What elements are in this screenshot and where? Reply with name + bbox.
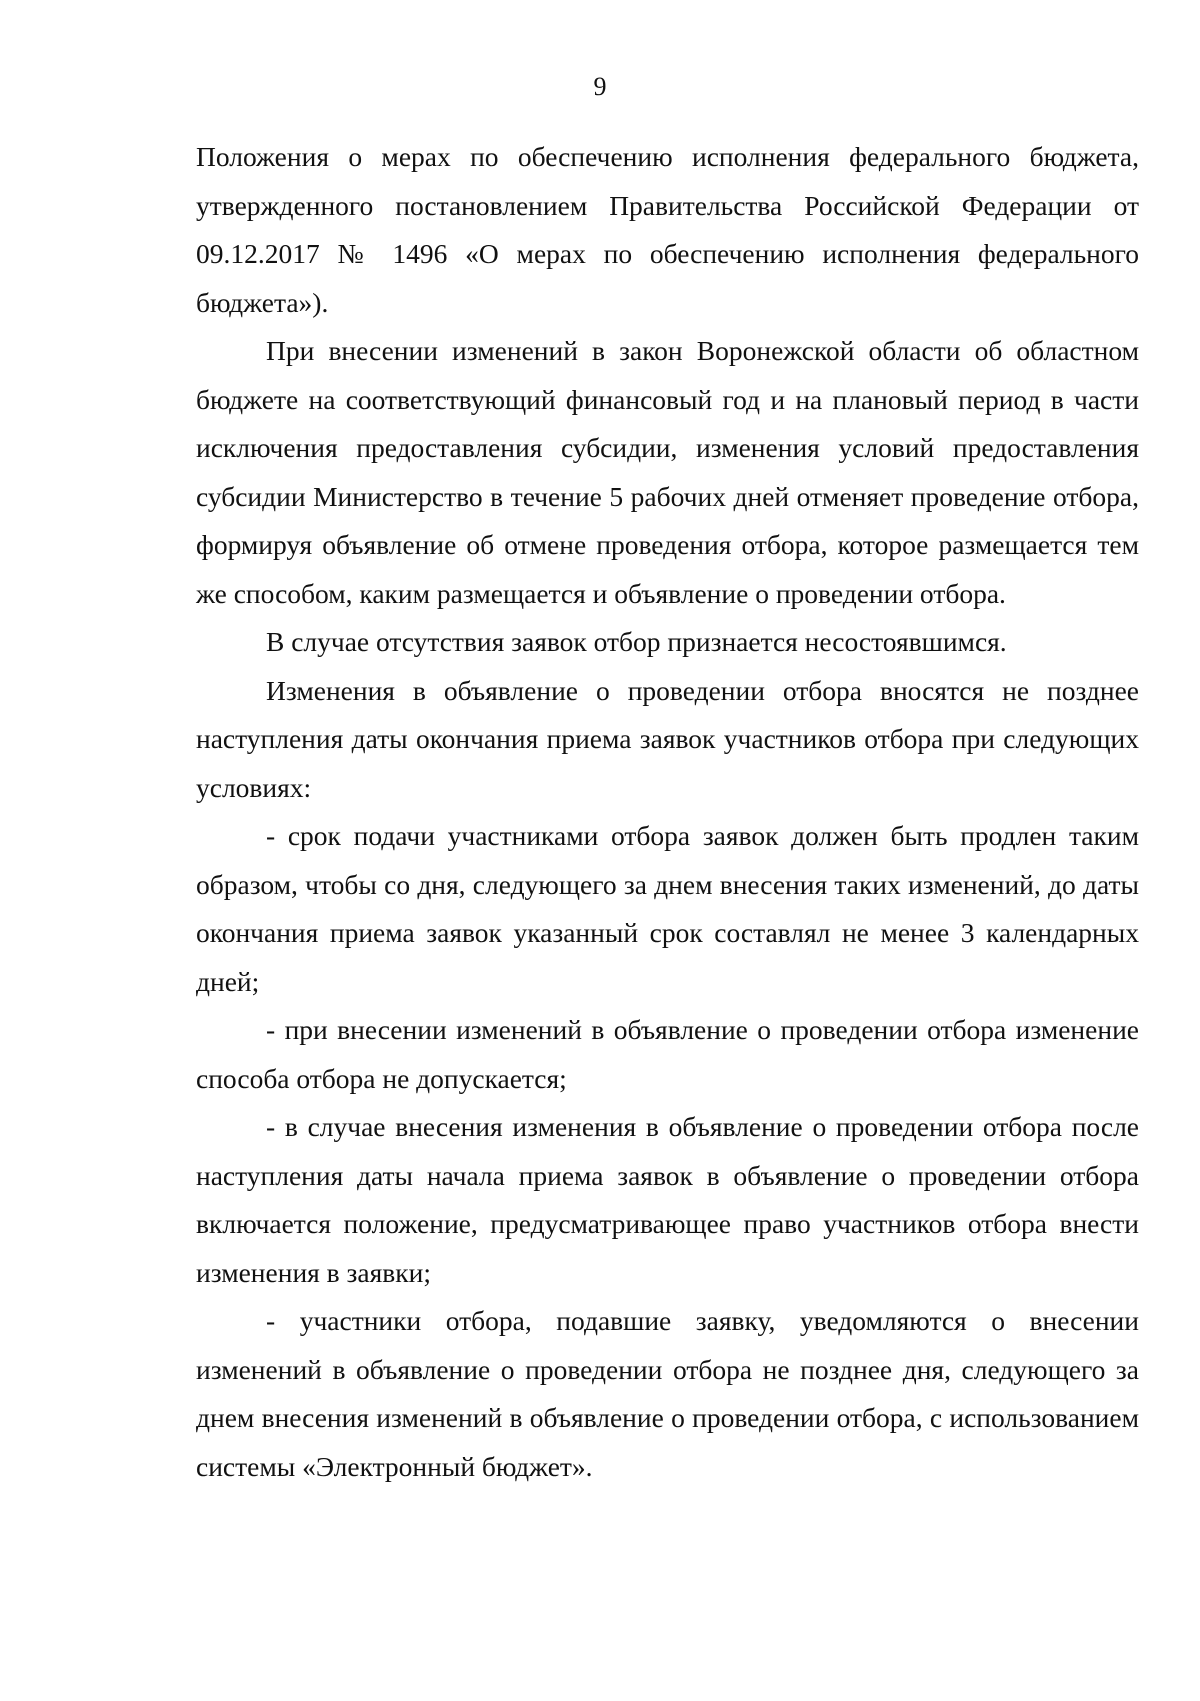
page-number: 9 [593,72,607,101]
list-item-participant-notification: - участники отбора, подавшие заявку, уведомляются о внесении изменений в объявление о проведении отбора не позднее дня, следующего за днем внесения изменений в объявление о проведении отбора, с использованием системы «Электронный бюджет». [196,1305,1139,1482]
paragraph-no-applications: В случае отсутствия заявок отбор признается несостоявшимся. [266,626,1007,657]
list-item-method-unchanged: - при внесении изменений в объявление о проведении отбора изменение способа отбора не допускается; [196,1014,1139,1094]
document-body [196,133,1139,1491]
paragraph-continuation: Положения о мерах по обеспечению исполнения федерального бюджета, утвержденного постановлением Правительства Российской Федерации от 09.12.2017 № 1496 «О мерах по обеспечению исполнения федерального бюджета»). [196,141,1139,318]
paragraph-budget-changes: При внесении изменений в закон Воронежской области об областном бюджете на соответствующий финансовый год и на плановый период в части исключения предоставления субсидии, изменения условий предоставления субсидии Министерство в течение 5 рабочих дней отменяет проведение отбора, формируя объявление об отмене проведения отбора, которое размещается тем же способом, каким размещается и объявление о проведении отбора. [196,335,1139,609]
paragraph-announcement-changes: Изменения в объявление о проведении отбора вносятся не позднее наступления даты окончания приема заявок участников отбора при следующих условиях: [196,674,1139,803]
list-item-deadline-extension: - срок подачи участниками отбора заявок должен быть продлен таким образом, чтобы со дня, следующего за днем внесения таких изменений, до даты окончания приема заявок указанный срок составлял не менее 3 календарных дней; [196,820,1139,997]
list-item-application-changes: - в случае внесения изменения в объявление о проведении отбора после наступления даты начала приема заявок в объявление о проведении отбора включается положение, предусматривающее право участников отбора внести изменения в заявки; [196,1111,1139,1288]
